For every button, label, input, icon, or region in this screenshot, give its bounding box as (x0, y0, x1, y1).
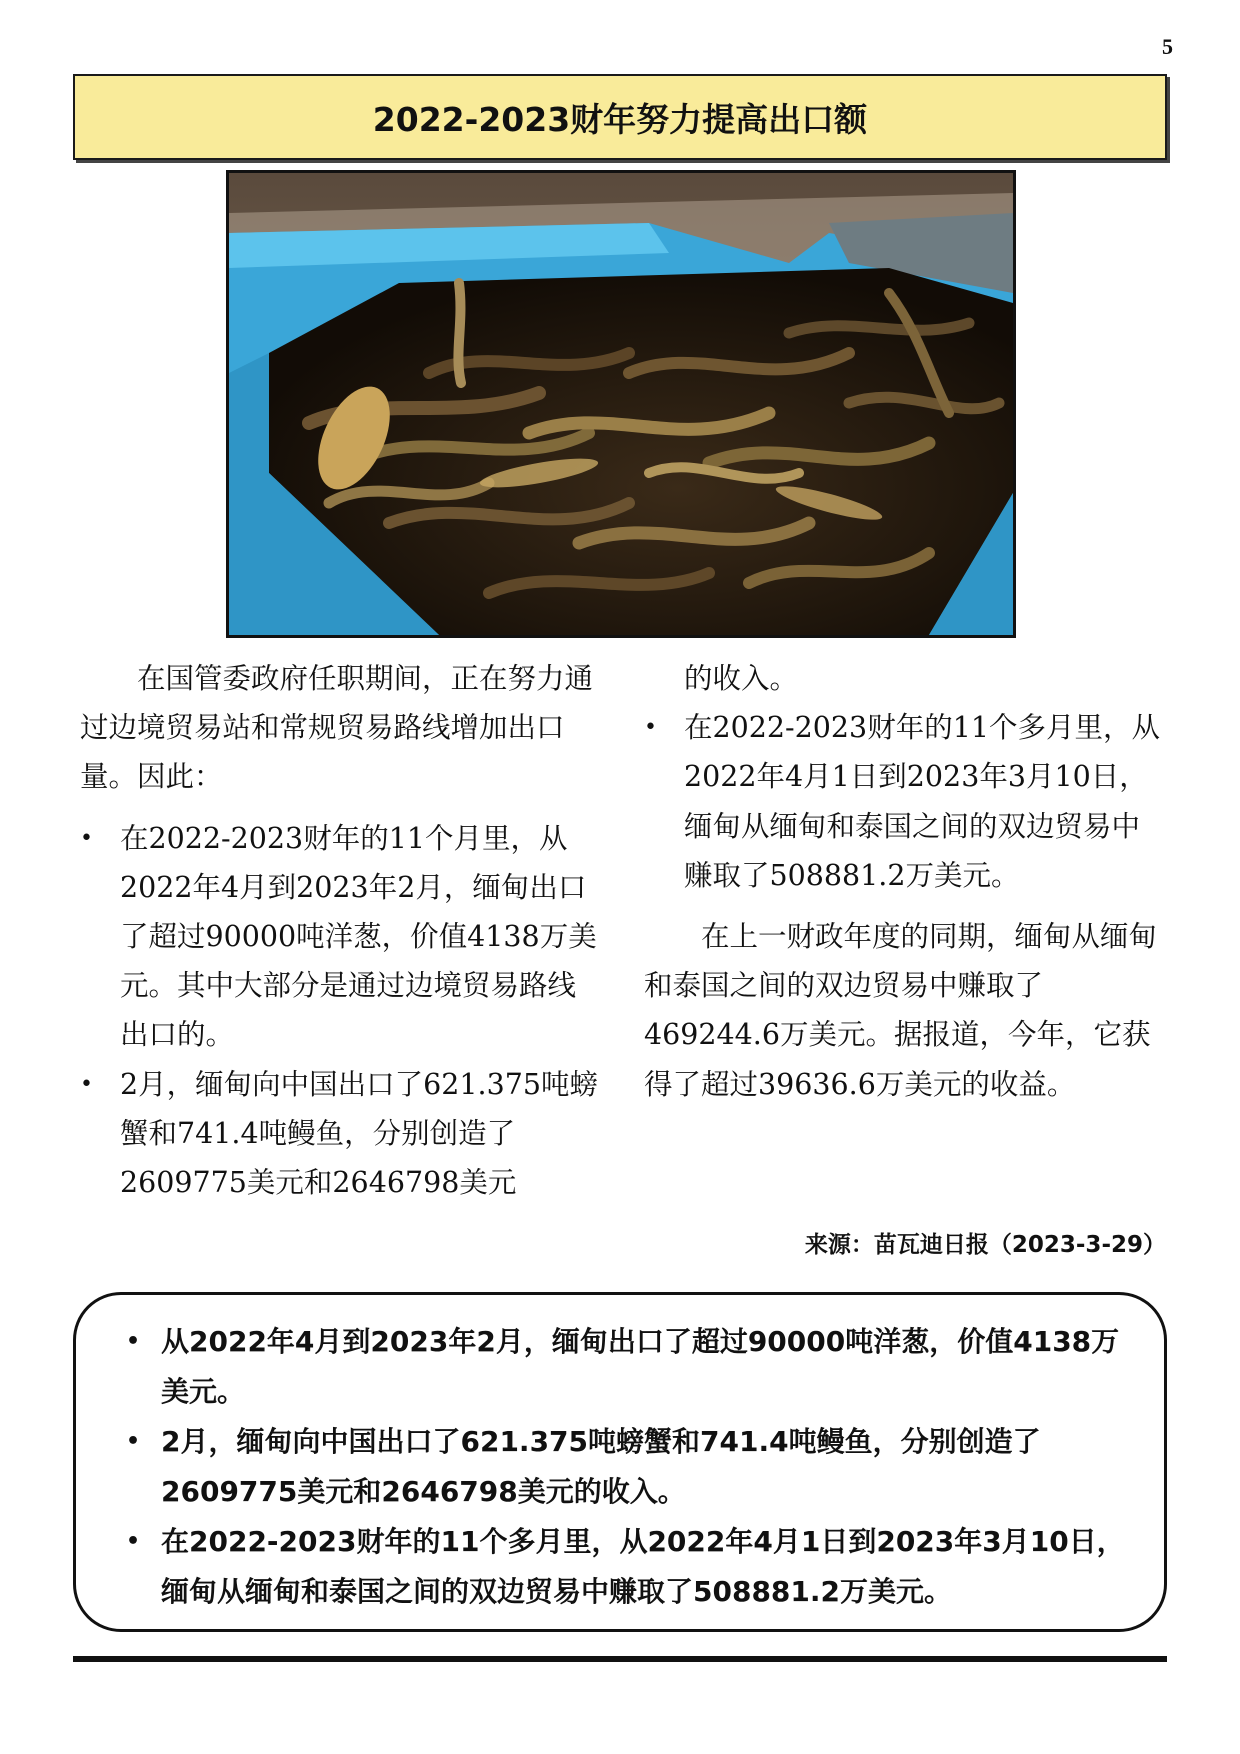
bullet-crab-eel-export: • 2月，缅甸向中国出口了621.375吨螃蟹和741.4吨鳗鱼，分别创造了2609775美元和2646798美元 (80, 1060, 600, 1208)
intro-paragraph: 在国管委政府任职期间，正在努力通过边境贸易站和常规贸易路线增加出口量。因此： (80, 662, 594, 794)
bullet-continuation: 的收入。 (684, 662, 799, 695)
bullet-onion-export: • 在2022-2023财年的11个月里，从2022年4月到2023年2月，缅甸出口了超过90000吨洋葱，价值4138万美元。其中大部分是通过边境贸易路线出口的。 (80, 814, 600, 1060)
right-column (644, 654, 1164, 1109)
summary-item: • 2月，缅甸向中国出口了621.375吨螃蟹和741.4吨鳗鱼，分别创造了2609775美元和2646798美元的收入。 (126, 1417, 1130, 1517)
page-number: 5 (1162, 34, 1173, 59)
source-citation: 来源：苗瓦迪日报（2023-3-29） (804, 1232, 1166, 1258)
summary-item: • 从2022年4月到2023年2月，缅甸出口了超过90000吨洋葱，价值4138万美元。 (126, 1317, 1130, 1417)
summary-list (126, 1317, 1130, 1617)
page-title: 2022-2023财年努力提高出口额 (372, 99, 868, 139)
summary-box (73, 1292, 1167, 1632)
previous-year-paragraph: 在上一财政年度的同期，缅甸从缅甸和泰国之间的双边贸易中赚取了469244.6万美元。据报道，今年，它获得了超过39636.6万美元的收益。 (644, 920, 1158, 1101)
summary-item: • 在2022-2023财年的11个多月里，从2022年4月1日到2023年3月10日，缅甸从缅甸和泰国之间的双边贸易中赚取了508881.2万美元。 (126, 1517, 1130, 1617)
bullet-thailand-trade: • 在2022-2023财年的11个多月里，从2022年4月1日到2023年3月10日，缅甸从缅甸和泰国之间的双边贸易中赚取了508881.2万美元。 (644, 703, 1164, 900)
eel-photo (226, 170, 1016, 638)
left-column (80, 654, 600, 1207)
bottom-rule (73, 1656, 1167, 1662)
title-banner (73, 74, 1167, 160)
